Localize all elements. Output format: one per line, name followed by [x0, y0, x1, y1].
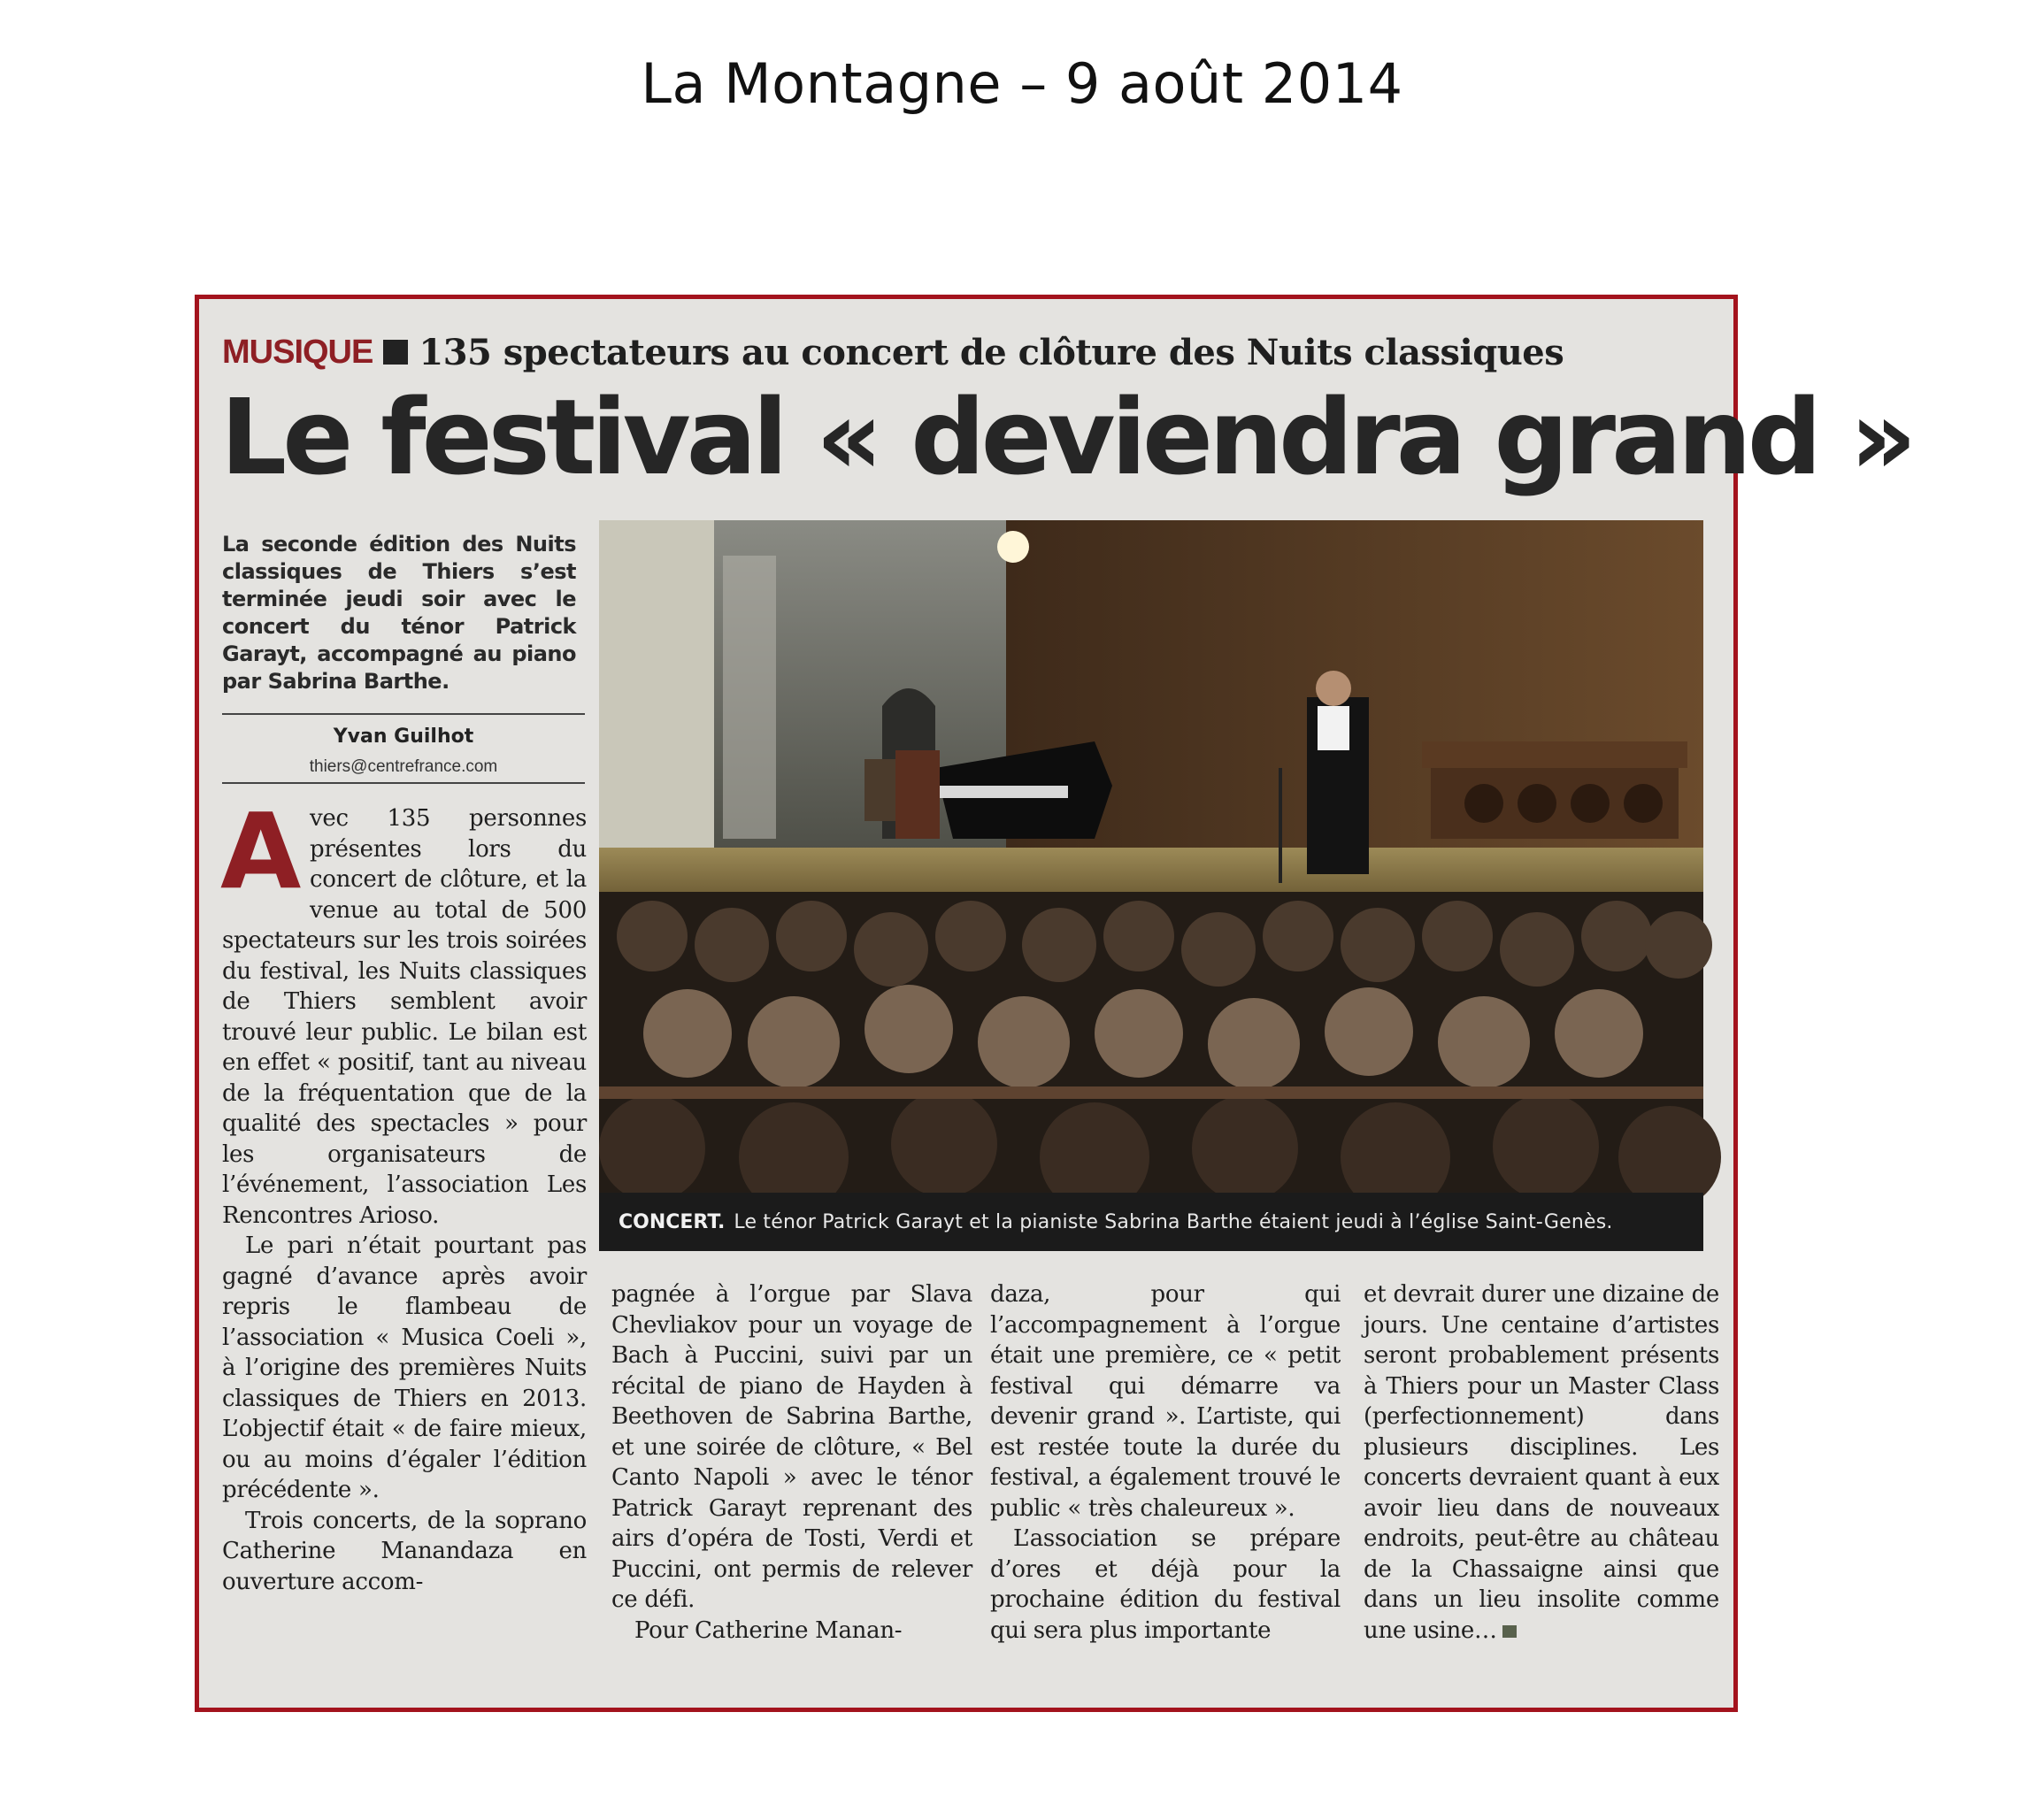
photo-caption	[599, 1193, 1703, 1251]
paragraph: pagnée à l’orgue par Slava Chevliakov pour un voyage de Bach à Puccini, suivi par un récital de piano de Hayden à Beethoven de Sabrina Barthe, et une soirée de clôture, « Bel Canto Napoli » avec le ténor Patrick Garayt reprenant des airs d’opéra de Tosti, Verdi et Puccini, ont permis de relever ce défi.	[611, 1281, 972, 1613]
paragraph: daza, pour qui l’accompagnement à l’orgue était une première, ce « petit festival qui démarre va devenir grand ». L’artiste, qui est restée toute la durée du festival, a également trouvé le public « très chaleureux ».	[990, 1281, 1341, 1522]
kicker-row	[222, 326, 1726, 379]
kicker: 135 spectateurs au concert de clôture des Nuits classiques	[419, 331, 1564, 373]
divider	[222, 713, 585, 715]
paragraph: L’association se prépare d’ores et déjà pour la prochaine édition du festival qui sera plus importante	[990, 1525, 1341, 1644]
paragraph: Avec 135 personnes présentes lors du concert de clôture, et la venue au total de 500 spectateurs sur les trois soirées du festival, les Nuits classiques de Thiers semblent avoir trouvé leur public. Le bilan est en effet « positif, tant au niveau de la fréquentation que de la qualité des spectacles » pour les organisateurs de l’événement, l’association Les Rencontres Arioso.	[220, 790, 587, 1229]
article-column-4	[1364, 1279, 1719, 1646]
square-bullet-icon	[383, 340, 408, 365]
caption-text: Le ténor Patrick Garayt et la pianiste Sabrina Barthe étaient jeudi à l’église Saint-Genès.	[734, 1210, 1613, 1233]
author: Yvan Guilhot	[333, 726, 474, 748]
article-column-2	[611, 1279, 972, 1646]
lead-paragraph: La seconde édition des Nuits classiques de Thiers s’est terminée jeudi soir avec le concert du ténor Patrick Garayt, accompagné au piano par Sabrina Barthe.	[222, 532, 576, 694]
end-mark-icon	[1502, 1625, 1517, 1638]
article-column-3	[990, 1279, 1341, 1646]
drop-cap: A	[220, 790, 302, 912]
paragraph: Pour Catherine Manan-	[634, 1616, 903, 1644]
paragraph: Trois concerts, de la soprano Catherine Manandaza en ouverture accom-	[222, 1507, 587, 1595]
concert-photo	[599, 520, 1703, 1251]
newspaper-clipping	[195, 295, 1913, 1712]
author-email: thiers@centrefrance.com	[309, 757, 498, 776]
divider	[222, 782, 585, 784]
page-title: La Montagne – 9 août 2014	[641, 51, 1403, 116]
church-concert-photo	[599, 520, 1703, 1251]
headline: Le festival « deviendra grand »	[220, 376, 1913, 498]
caption-label: CONCERT.	[619, 1210, 726, 1233]
paragraph: Le pari n’était pourtant pas gagné d’avance après avoir repris le flambeau de l’association « Musica Coeli », à l’origine des premières Nuits classiques de Thiers en 2013. L’objectif était « de faire mieux, ou au moins d’égaler l’édition précédente ».	[222, 1232, 587, 1503]
article-column-1	[220, 790, 587, 1597]
paragraph: et devrait durer une dizaine de jours. Une centaine d’artistes seront probablement présents à Thiers pour un Master Class (perfectionnement) dans plusieurs disciplines. Les concerts devraient quant à eux avoir lieu dans de nouveaux endroits, peut-être au château de la Chassaigne ainsi que dans un lieu insolite comme une usine…	[1364, 1281, 1719, 1644]
rubric-label: MUSIQUE	[222, 333, 373, 371]
